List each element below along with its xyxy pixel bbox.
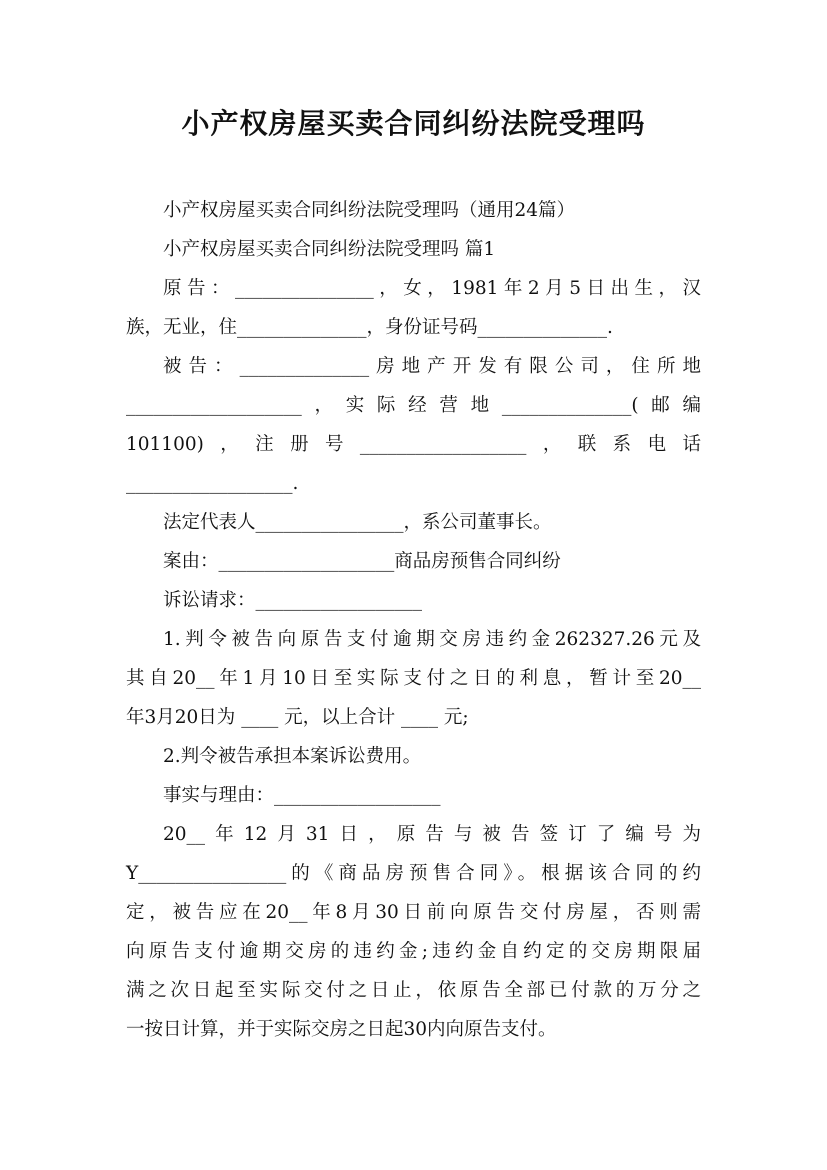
- defendant-line-2: ___________________，实际经营地______________(邮编: [126, 395, 701, 416]
- legal-representative: 法定代表人________________，系公司董事长。: [163, 512, 552, 533]
- document-subtitle: 小产权房屋买卖合同纠纷法院受理吗（通用24篇）: [163, 200, 576, 221]
- claim-2: 2.判令被告承担本案诉讼费用。: [163, 746, 422, 767]
- facts-line-2: Y________________的《商品房预售合同》。根据该合同的约: [126, 863, 701, 884]
- plaintiff-line-1: 原告：_______________，女，1981年2月5日出生，汉: [163, 278, 701, 299]
- facts-line-3: 定，被告应在20__年8月30日前向原告交付房屋，否则需: [126, 902, 701, 923]
- claim-1-line-2: 其自20__年1月10日至实际支付之日的利息，暂计至20__: [126, 668, 701, 689]
- facts-line-4: 向原告支付逾期交房的违约金;违约金自约定的交房期限届: [126, 941, 701, 962]
- claims-heading: 诉讼请求：__________________: [163, 590, 423, 611]
- facts-line-1: 20__年12月31日，原告与被告签订了编号为: [163, 824, 701, 845]
- section-heading: 小产权房屋买卖合同纠纷法院受理吗 篇1: [163, 239, 496, 260]
- cause-of-action: 案由：___________________商品房预售合同纠纷: [163, 551, 561, 572]
- claim-1-line-1: 1.判令被告向原告支付逾期交房违约金262327.26元及: [163, 629, 701, 650]
- facts-line-5: 满之次日起至实际交付之日止，依原告全部已付款的万分之: [126, 980, 701, 1001]
- document-body: [126, 191, 701, 1049]
- defendant-line-1: 被告：______________房地产开发有限公司，住所地: [163, 356, 701, 377]
- claim-1-line-3: 年3月20日为 ____ 元，以上合计 ____ 元;: [126, 707, 469, 728]
- defendant-line-4: __________________.: [126, 473, 299, 494]
- plaintiff-line-2: 族，无业，住______________，身份证号码______________.: [126, 317, 613, 338]
- facts-line-6: 一按日计算，并于实际交房之日起30内向原告支付。: [126, 1019, 557, 1040]
- facts-heading: 事实与理由：__________________: [163, 785, 441, 806]
- document-title: 小产权房屋买卖合同纠纷法院受理吗: [181, 107, 646, 140]
- defendant-line-3: 101100)，注册号__________________，联系电话: [126, 434, 701, 455]
